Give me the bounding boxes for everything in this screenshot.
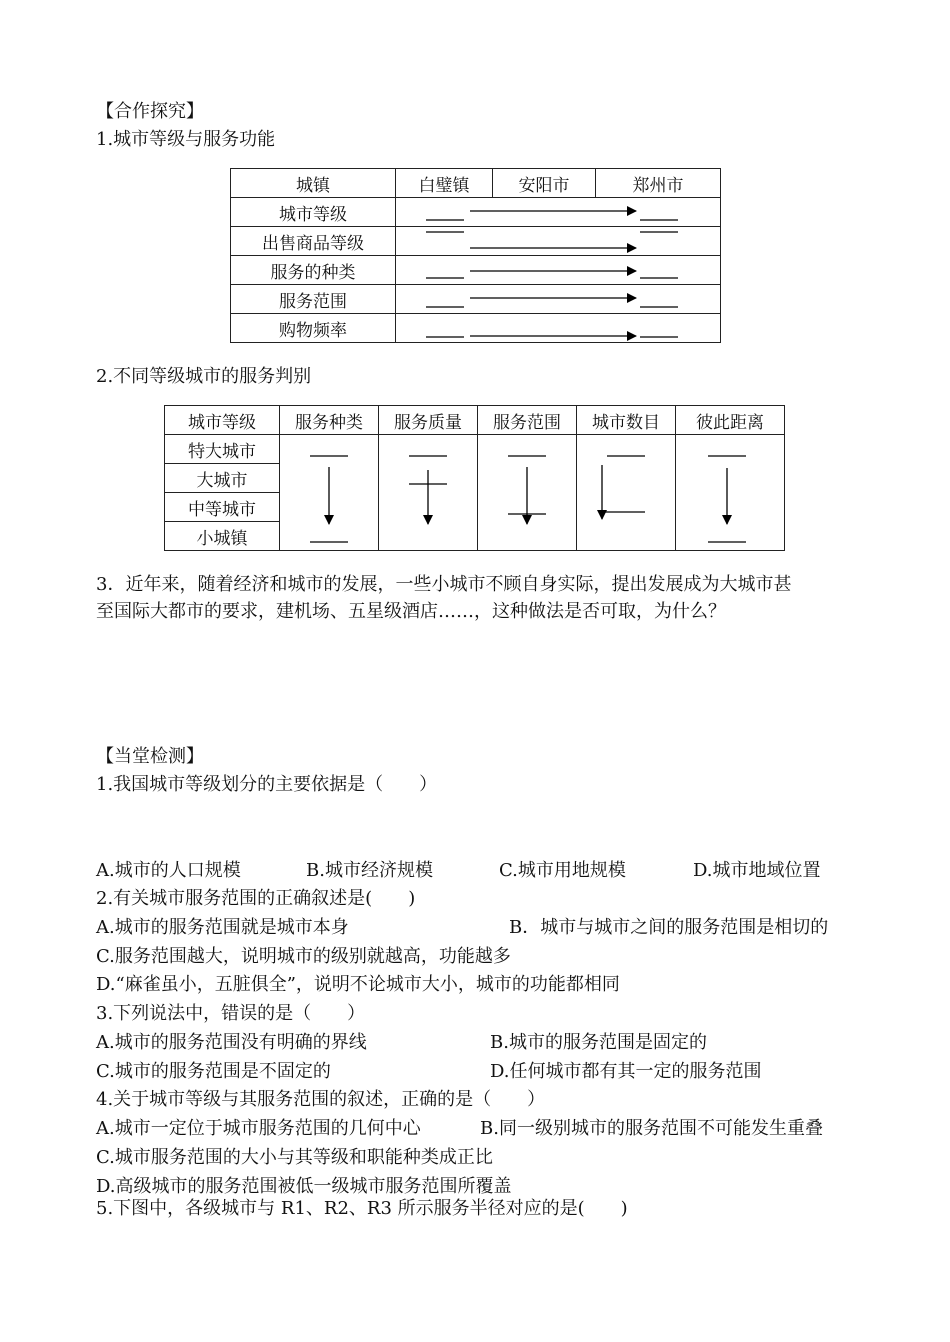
quiz-q1-stem: 1.我国城市等级划分的主要依据是（ ） (96, 774, 438, 795)
quiz-q2-option-a: A.城市的服务范围就是城市本身 (96, 917, 349, 938)
question-3-line1: 3．近年来，随着经济和城市的发展，一些小城市不顾自身实际，提出发展成为大城市甚 (96, 574, 792, 595)
quiz-q4-option-b: B.同一级别城市的服务范围不可能发生重叠 (480, 1118, 823, 1139)
col-city-count-arrow (602, 456, 645, 519)
quiz-q1-option-c: C.城市用地规模 (499, 860, 626, 881)
table2-header: 服务质量 (379, 406, 478, 435)
quiz-q4-option-d: D.高级城市的服务范围被低一级城市服务范围所覆盖 (96, 1176, 512, 1197)
quiz-q3-option-c: C.城市的服务范围是不固定的 (96, 1061, 331, 1082)
col-service-quality-arrow (409, 456, 447, 524)
table1-row-label: 出售商品等级 (231, 227, 396, 256)
table1-row-label: 服务的种类 (231, 256, 396, 285)
table2-row-label: 大城市 (165, 464, 280, 493)
row-arrow-city-level (426, 211, 678, 220)
table2-row-label: 特大城市 (165, 435, 280, 464)
table1-row-label: 服务范围 (231, 285, 396, 314)
quiz-q3-option-a: A.城市的服务范围没有明确的界线 (96, 1032, 367, 1053)
table2-row-label: 中等城市 (165, 493, 280, 522)
table2-row-label: 小城镇 (165, 522, 280, 551)
col-service-range-arrow (508, 456, 546, 524)
table2-header: 服务范围 (478, 406, 577, 435)
row-arrow-service-types (426, 271, 678, 278)
quiz-q1-option-a: A.城市的人口规模 (96, 860, 241, 881)
question-1-title: 1.城市等级与服务功能 (96, 129, 276, 150)
table1-col-zhengzhou: 郑州市 (596, 169, 721, 198)
quiz-q2-stem: 2.有关城市服务范围的正确叙述是( ) (96, 888, 416, 909)
table1-corner: 城镇 (231, 169, 396, 198)
quiz-q1-option-d: D.城市地域位置 (693, 860, 821, 881)
quiz-q1-option-b: B.城市经济规模 (306, 860, 433, 881)
col-distance-arrow (708, 456, 746, 542)
quiz-q3-stem: 3.下列说法中，错误的是（ ） (96, 1003, 366, 1024)
quiz-q5-stem: 5.下图中，各级城市与 R1、R2、R3 所示服务半径对应的是( ) (96, 1198, 628, 1219)
quiz-q2-option-b: B．城市与城市之间的服务范围是相切的 (509, 917, 829, 938)
question-3-line2: 至国际大都市的要求，建机场、五星级酒店……，这种做法是否可取，为什么？ (96, 601, 726, 622)
quiz-q3-option-b: B.城市的服务范围是固定的 (490, 1032, 707, 1053)
col-service-types-arrow (310, 456, 348, 542)
quiz-q2-option-d: D.“麻雀虽小，五脏俱全”，说明不论城市大小，城市的功能都相同 (96, 974, 620, 995)
quiz-q4-option-c: C.城市服务范围的大小与其等级和职能种类成正比 (96, 1147, 493, 1168)
section-header-cooperative: 【合作探究】 (96, 101, 204, 122)
row-arrow-shopping-frequency (426, 336, 678, 337)
question-2-title: 2.不同等级城市的服务判别 (96, 366, 312, 387)
row-arrow-service-range (426, 298, 678, 307)
table2-header: 服务种类 (280, 406, 379, 435)
table2-header: 城市等级 (165, 406, 280, 435)
table2-header: 城市数目 (577, 406, 676, 435)
quiz-q4-stem: 4.关于城市等级与其服务范围的叙述，正确的是（ ） (96, 1089, 546, 1110)
table1-col-anyang: 安阳市 (493, 169, 596, 198)
table2-header: 彼此距离 (676, 406, 785, 435)
table1-col-baibizhen: 白璧镇 (396, 169, 493, 198)
quiz-q4-option-a: A.城市一定位于城市服务范围的几何中心 (96, 1118, 421, 1139)
table1-row-label: 城市等级 (231, 198, 396, 227)
quiz-q3-option-d: D.任何城市都有其一定的服务范围 (490, 1061, 762, 1082)
quiz-q2-option-c: C.服务范围越大，说明城市的级别就越高，功能越多 (96, 946, 511, 967)
row-arrow-goods-level (426, 232, 678, 248)
table1-row-label: 购物频率 (231, 314, 396, 343)
section-header-quiz: 【当堂检测】 (96, 746, 204, 767)
